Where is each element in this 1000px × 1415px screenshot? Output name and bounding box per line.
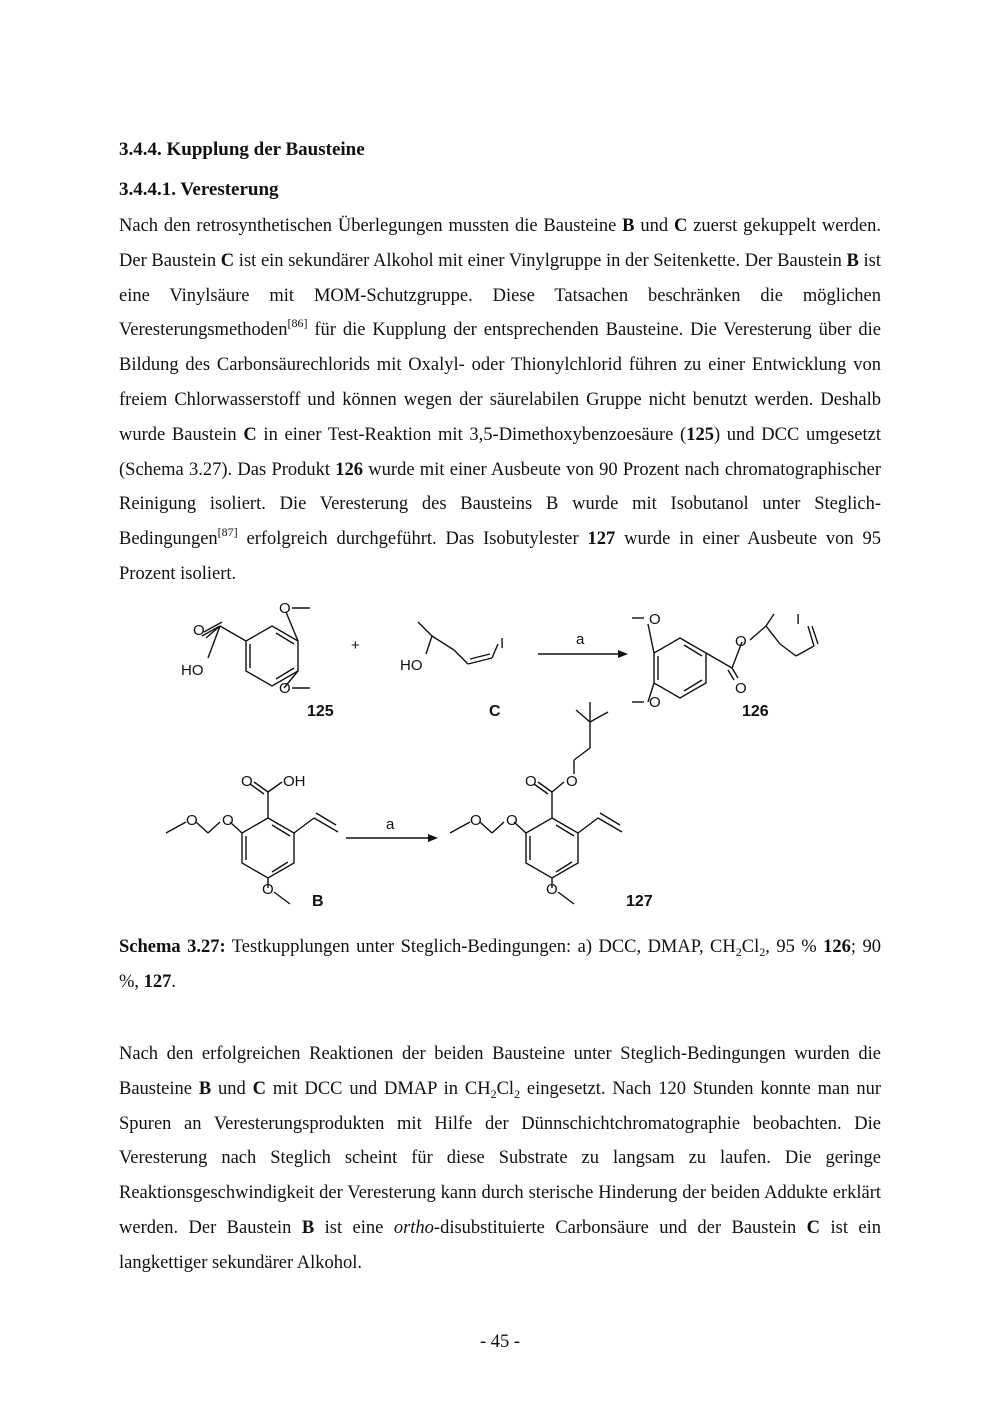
atom-O: O <box>506 812 518 829</box>
subsection-heading: 3.4.4.1. Veresterung <box>119 179 279 200</box>
reaction-arrow <box>346 816 438 842</box>
atom-OH: OH <box>283 773 306 790</box>
atom-O: O <box>279 680 291 697</box>
atom-O: O <box>735 680 747 697</box>
paragraph-2: Nach den erfolgreichen Reaktionen der beiden Bausteine unter Steglich-Bedingungen wurden die Bausteine B und C mit DCC und DMAP in $CH_2Cl_2$ eingesetzt. Nach 120 Stunden konnte man nur Spuren an Veresterungsprodukten mit Hilfe der Dünnschichtchromatographie beobachten. Die Veresterung nach Steglich scheint für diese Substrate zu langsam zu laufen. Die geringe Reaktionsgeschwindigkeit der Veresterung kann durch sterische Hinderung der beiden Addukte erklärt werden. Der Baustein B ist eine ortho-disubstituierte Carbonsäure und der Baustein C ist ein langkettiger sekundärer Alkohol. <box>119 1044 882 1273</box>
atom-O: O <box>186 812 198 829</box>
atom-O: O <box>525 773 537 790</box>
reagent-label: a <box>386 816 395 833</box>
atom-O: O <box>193 622 205 639</box>
atom-O: O <box>546 881 558 898</box>
reaction-arrow <box>538 631 628 658</box>
atom-O: O <box>279 600 291 617</box>
structure-B <box>166 773 338 910</box>
atom-O: O <box>649 694 661 711</box>
page-number: - 45 - <box>479 1332 521 1352</box>
paragraph-1: Nach den retrosynthetischen Überlegungen mussten die Bausteine B und C zuerst gekuppelt werden. Der Baustein C ist ein sekundärer Alkohol mit einer Vinylgruppe in der Seitenkette. Der Baustein B ist eine Vinylsäure mit MOM-Schutzgruppe. Diese Tatsachen beschränken die möglichen Veresterungsmethoden[86] für die Kupplung der entsprechenden Bausteine. Die Veresterung über die Bildung des Carbonsäurechlorids mit Oxalyl- oder Thionylchlorid führen zu einer Entwicklung von freiem Chlorwasserstoff und können wegen der säurelabilen Gruppe nicht benutzt werden. Deshalb wurde Baustein C in einer Test-Reaktion mit 3,5-Dimethoxybenzoesäure (125) und DCC umgesetzt (Schema 3.27). Das Produkt 126 wurde mit einer Ausbeute von 90 Prozent nach chromatographischer Reinigung isoliert. Die Veresterung des Bausteins B wurde mit Isobutanol unter Steglich-Bedingungen[87] erfolgreich durchgeführt. Das Isobutylester 127 wurde in einer Ausbeute von 95 Prozent isoliert. <box>119 216 881 584</box>
citation-ref: [87] <box>217 525 238 540</box>
atom-O: O <box>222 812 234 829</box>
plus-sign: + <box>351 637 360 654</box>
atom-HO: HO <box>400 657 423 674</box>
reagent-label: a <box>576 631 585 648</box>
compound-label-125: 125 <box>307 703 334 720</box>
citation-ref: [86] <box>287 316 308 331</box>
compound-label-127: 127 <box>626 893 653 910</box>
atom-O: O <box>241 773 253 790</box>
atom-O: O <box>735 633 747 650</box>
atom-O: O <box>649 611 661 628</box>
reaction-scheme <box>150 596 890 916</box>
atom-O: O <box>566 773 578 790</box>
atom-I: I <box>500 635 505 652</box>
structure-126 <box>632 611 818 720</box>
atom-O: O <box>262 881 274 898</box>
atom-O: O <box>470 812 482 829</box>
compound-label-C: C <box>489 703 501 720</box>
scheme-caption: Schema 3.27: Testkupplungen unter Steglich-Bedingungen: a) DCC, DMAP, $CH_2Cl_2$, 95 % 126; 90 %, 127. <box>119 937 881 992</box>
section-heading: 3.4.4. Kupplung der Bausteine <box>119 139 365 160</box>
compound-label-126: 126 <box>742 703 769 720</box>
atom-HO: HO <box>181 662 204 679</box>
compound-label-B: B <box>312 893 324 910</box>
structure-125 <box>181 600 334 720</box>
atom-I: I <box>796 611 801 628</box>
structure-C <box>400 622 504 720</box>
structure-127 <box>450 702 653 910</box>
